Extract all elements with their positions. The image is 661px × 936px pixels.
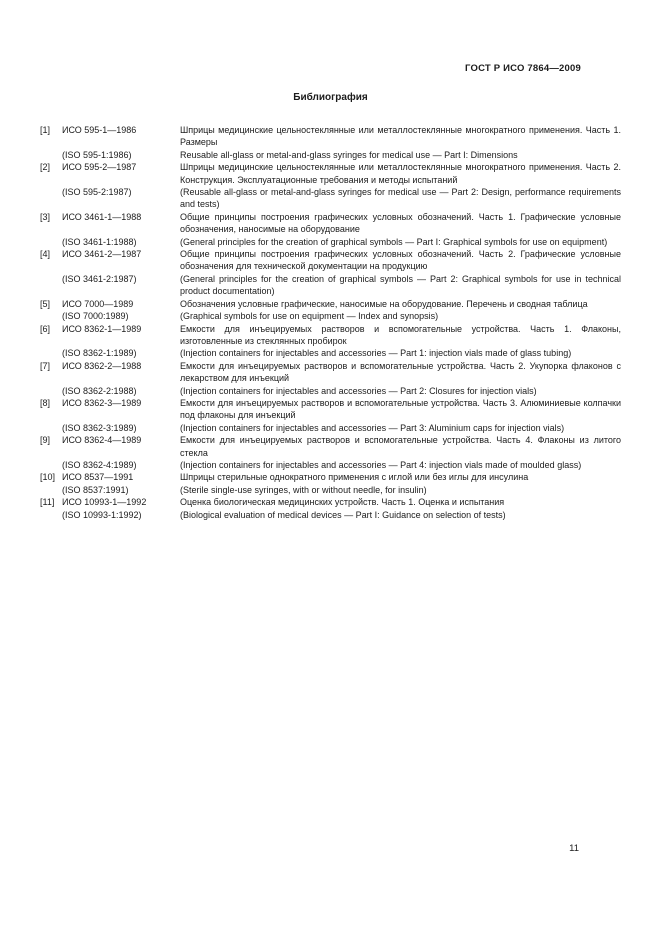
entry-description-ru: Обозначения условные графические, наносимые на оборудование. Перечень и сводная таблица <box>180 298 588 309</box>
entry-description-ru: Шприцы медицинские цельностеклянные или металлостеклянные многократного применения. Часть 1. Размеры <box>180 125 621 148</box>
entry-ref-code-cell <box>40 161 180 186</box>
bibliography-entry <box>40 496 621 521</box>
entry-code-en-cell <box>40 186 180 211</box>
entry-ref-code-cell <box>40 496 180 508</box>
bibliography-entry <box>40 434 621 471</box>
entry-ref-number: [2] <box>40 162 51 173</box>
entry-description-en: (Injection containers for injectables and accessories — Part 2: Closures for injection vials) <box>180 385 537 396</box>
entry-description-ru: Шприцы стерильные однократного применения с иглой или без иглы для инсулина <box>180 472 529 483</box>
entry-code-en: (ISO 595-2:1987) <box>62 187 132 198</box>
entry-description-en: (Injection containers for injectables and accessories — Part 1: injection vials made of glass tubing) <box>180 348 572 359</box>
entry-ref-number: [8] <box>40 397 51 408</box>
entry-code-en: (ISO 8362-1:1989) <box>62 348 137 359</box>
entry-description-ru: Емкости для инъецируемых растворов и вспомогательные устройства. Часть 4. Флаконы из литого стекла <box>180 435 621 458</box>
entry-description-en: (Reusable all-glass or metal-and-glass syringes for medical use — Part 2: Design, performance requirements and tests) <box>180 187 621 210</box>
entry-ref-number: [10] <box>40 472 56 483</box>
entry-ref-code-cell <box>40 360 180 385</box>
entry-code-en-cell <box>40 422 180 434</box>
entry-code-ru: ИСО 8362-4—1989 <box>62 435 142 446</box>
entry-description-ru: Общие принципы построения графических условных обозначений. Часть 2. Графические условные обозначения для технической документации на продукцию <box>180 249 621 272</box>
entry-ref-number: [9] <box>40 435 51 446</box>
entry-ref-code-cell <box>40 323 180 348</box>
bibliography-entry <box>40 471 621 496</box>
bibliography-entry <box>40 161 621 211</box>
entry-code-en: (ISO 8362-2:1988) <box>62 385 137 396</box>
entry-code-ru: ИСО 595-1—1986 <box>62 125 137 135</box>
page-number: 11 <box>569 843 579 854</box>
entry-ref-code-cell <box>40 248 180 273</box>
entry-code-en: (ISO 8537:1991) <box>62 484 129 495</box>
entry-description-en: (Sterile single-use syringes, with or without needle, for insulin) <box>180 484 427 495</box>
entry-ref-number: [7] <box>40 360 51 371</box>
entry-code-en-cell <box>40 347 180 359</box>
entry-code-en-cell <box>40 310 180 322</box>
entry-description-en: (Graphical symbols for use on equipment — Index and synopsis) <box>180 311 439 322</box>
entry-code-ru: ИСО 3461-2—1987 <box>62 249 142 260</box>
entry-description-ru: Оценка биологическая медицинских устройств. Часть 1. Оценка и испытания <box>180 497 505 508</box>
bibliography-entry <box>40 323 621 360</box>
entry-code-ru: ИСО 10993-1—1992 <box>62 497 147 508</box>
entry-code-ru: ИСО 8362-3—1989 <box>62 397 142 408</box>
entry-code-en: (ISO 7000:1989) <box>62 311 129 322</box>
entry-ref-code-cell <box>40 211 180 236</box>
doc-code-header: ГОСТ Р ИСО 7864—2009 <box>465 63 581 74</box>
entry-description-en: (General principles for the creation of graphical symbols — Part I: Graphical symbols for use on equipment) <box>180 236 608 247</box>
entry-ref-code-cell <box>40 298 180 310</box>
entry-code-ru: ИСО 7000—1989 <box>62 298 134 309</box>
bibliography-entry <box>40 298 621 323</box>
entry-ref-number: [11] <box>40 497 55 508</box>
entry-code-ru: ИСО 8537—1991 <box>62 472 134 483</box>
entry-description-ru: Емкости для инъецируемых растворов и вспомогательные устройства. Часть 2. Укупорка флаконов с лекарством для инъекций <box>180 360 621 384</box>
bibliography-list <box>40 124 621 521</box>
entry-code-en-cell <box>40 509 180 521</box>
entry-code-en-cell <box>40 459 180 471</box>
entry-ref-code-cell <box>40 434 180 459</box>
page-title: Библиография <box>293 92 368 103</box>
entry-description-en: Reusable all-glass or metal-and-glass syringes for medical use — Part I: Dimensions <box>180 149 518 160</box>
entry-code-ru: ИСО 8362-1—1989 <box>62 323 142 334</box>
entry-ref-number: [3] <box>40 211 51 222</box>
entry-ref-number: [1] <box>40 125 51 135</box>
entry-code-en-cell <box>40 484 180 496</box>
bibliography-entry <box>40 360 621 397</box>
entry-code-en: (ISO 3461-2:1987) <box>62 273 137 284</box>
entry-description-en: (General principles for the creation of graphical symbols — Part 2: Graphical symbols for use in technical product documentation) <box>180 273 621 297</box>
entry-ref-number: [6] <box>40 323 51 334</box>
entry-code-en: (ISO 10993-1:1992) <box>62 509 142 520</box>
entry-description-ru: Общие принципы построения графических условных обозначений. Часть 1. Графические условные обозначения, наносимые на оборудование <box>180 211 621 235</box>
entry-code-en-cell <box>40 149 180 161</box>
bibliography-entry <box>40 248 621 298</box>
bibliography-entry <box>40 397 621 434</box>
bibliography-entry <box>40 211 621 248</box>
entry-ref-code-cell <box>40 397 180 422</box>
entry-code-en: (ISO 8362-4:1989) <box>62 459 137 470</box>
entry-ref-code-cell <box>40 124 180 149</box>
entry-code-en-cell <box>40 385 180 397</box>
entry-ref-code-cell <box>40 471 180 483</box>
entry-ref-number: [5] <box>40 298 51 309</box>
bibliography-entry <box>40 124 621 161</box>
entry-code-en: (ISO 8362-3:1989) <box>62 422 137 433</box>
entry-code-en: (ISO 595-1:1986) <box>62 149 132 160</box>
entry-ref-number: [4] <box>40 249 51 260</box>
entry-code-ru: ИСО 8362-2—1988 <box>62 360 142 371</box>
entry-description-en: (Injection containers for injectables and accessories — Part 4: injection vials made of moulded glass) <box>180 459 582 470</box>
entry-description-ru: Емкости для инъецируемых растворов и вспомогательные устройства. Часть 1. Флаконы, изготовленные из стеклянных пробирок <box>180 323 621 346</box>
entry-code-ru: ИСО 3461-1—1988 <box>62 211 142 222</box>
entry-code-en: (ISO 3461-1:1988) <box>62 236 137 247</box>
entry-description-ru: Шприцы медицинские цельностеклянные или металлостеклянные многократного применения. Часть 2. Конструкция. Эксплуатационные требования и методы испытаний <box>180 162 621 185</box>
entry-code-en-cell <box>40 236 180 248</box>
entry-description-en: (Injection containers for injectables and accessories — Part 3: Aluminium caps for injection vials) <box>180 422 565 433</box>
entry-code-en-cell <box>40 273 180 298</box>
entry-code-ru: ИСО 595-2—1987 <box>62 162 137 173</box>
entry-description-ru: Емкости для инъецируемых растворов и вспомогательные устройства. Часть 3. Алюминиевые колпачки под флаконы для инъекций <box>180 397 621 421</box>
entry-description-en: (Biological evaluation of medical devices — Part I: Guidance on selection of tests) <box>180 509 506 520</box>
